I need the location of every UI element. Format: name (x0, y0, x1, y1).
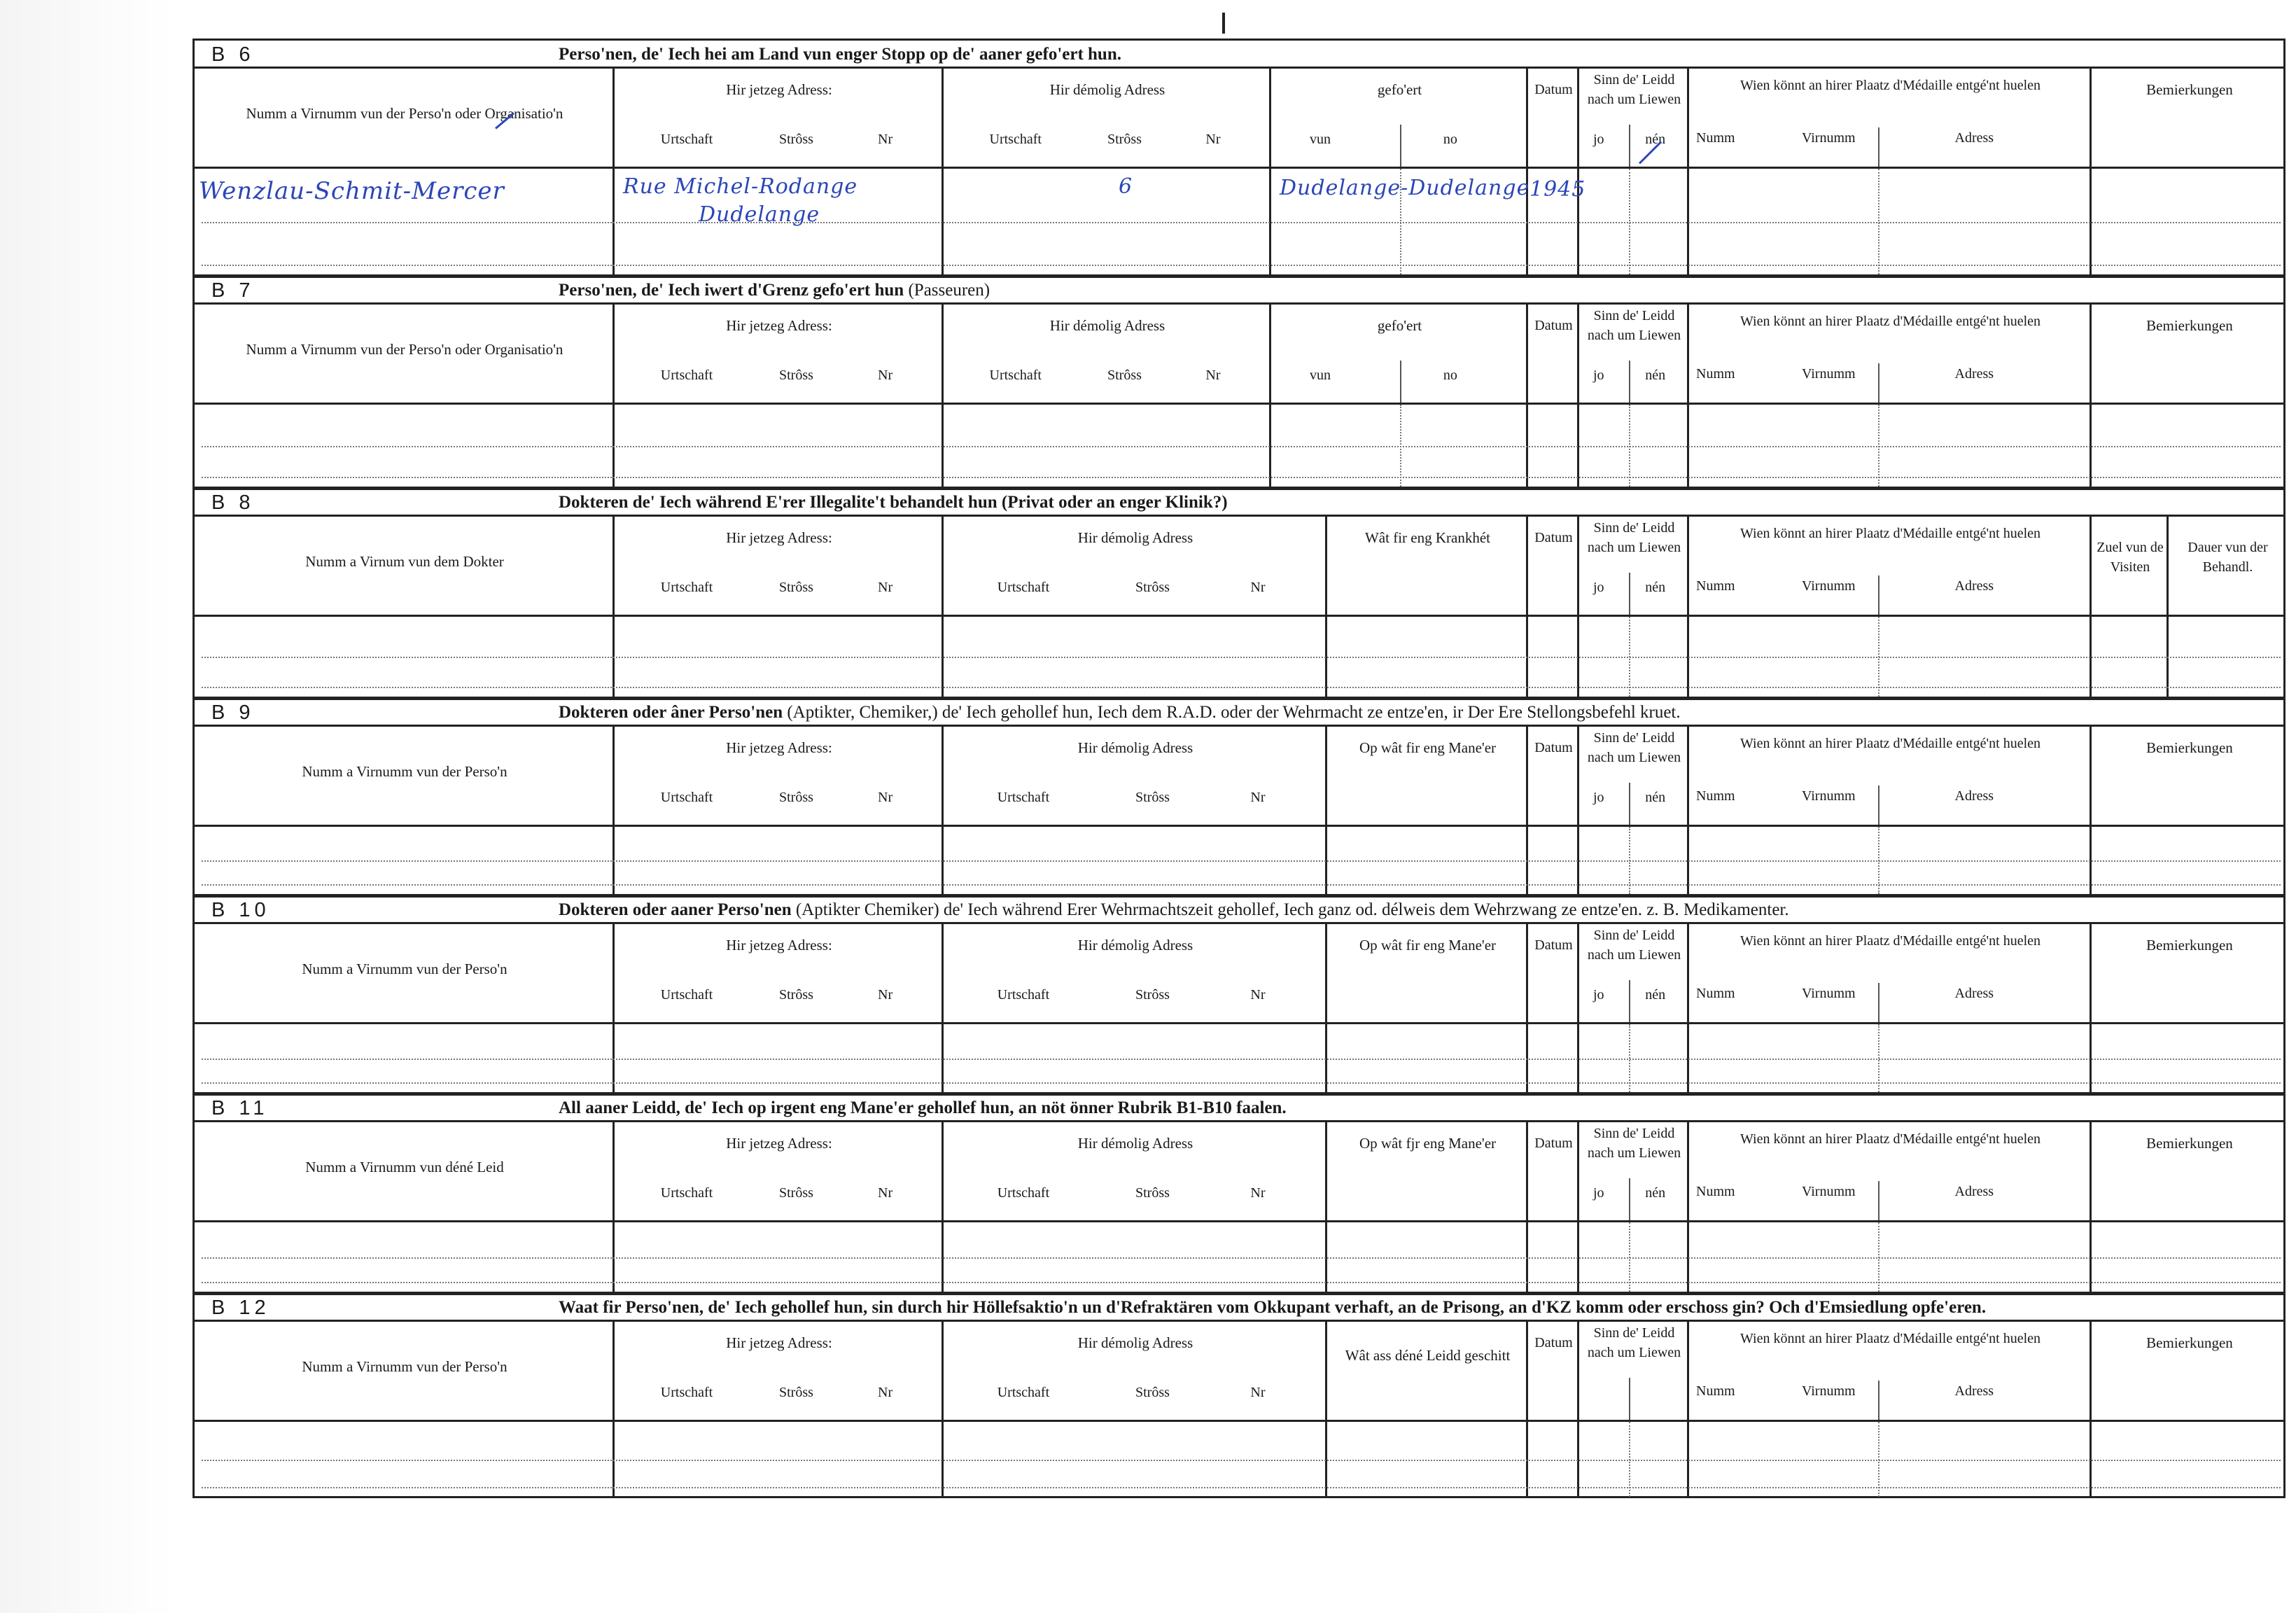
column-divider (195, 727, 615, 894)
section-title-rest: de' Iech während Erer Wehrmachtszeit gehollef, Iech ganz od. délweis dem Wehrzwang ze entze'en. z. B. Medikamenter. (943, 900, 1789, 919)
then-street-label: Strôss (1135, 1385, 1170, 1400)
entry-subdivider (1629, 1024, 1630, 1092)
method-header: Op wât fir eng Mane'er (1359, 937, 1497, 954)
name-column-header: Numm a Virnumm vun der Perso'n oder Organisatio'n (246, 105, 564, 122)
now-locality-label: Urtschaft (660, 1385, 713, 1400)
alive-subdivider (1629, 1378, 1630, 1420)
then-street-label: Strôss (1135, 790, 1170, 805)
former-address-header: Hir démolig Adress (1049, 317, 1166, 334)
section-code: B 10 (211, 899, 270, 921)
medal-subdivider (1878, 1181, 1879, 1220)
name-column-header: Numm a Virnumm vun déné Leid (305, 1159, 504, 1175)
transported-from-label: vun (1310, 132, 1331, 147)
column-divider (195, 924, 615, 1092)
entry-subdivider (1878, 1024, 1879, 1092)
now-number-label: Nr (878, 790, 893, 805)
entry-subdivider (1629, 1422, 1630, 1497)
former-address-header: Hir démolig Adress (1077, 1135, 1194, 1152)
transported-header: gefo'ert (1377, 317, 1422, 334)
transported-to-label: no (1443, 132, 1457, 147)
alive-yes-label: jo (1593, 368, 1604, 383)
handwritten-former-number: 6 (1119, 174, 1133, 199)
section-title (559, 45, 1121, 64)
current-address-header: Hir jetzeg Adress: (726, 739, 832, 756)
section-header (195, 277, 2283, 305)
alive-no-label: nén (1645, 1185, 1666, 1201)
then-street-label: Strôss (1135, 1185, 1170, 1201)
then-locality-label: Urtschaft (997, 790, 1050, 805)
current-address-header: Hir jetzeg Adress: (726, 1334, 832, 1351)
now-number-label: Nr (878, 368, 893, 383)
alive-header: Sinn de' Leidd nach um Liewen (1587, 72, 1681, 107)
section-code: B 9 (211, 701, 255, 724)
medal-address-label: Adress (1954, 1184, 1994, 1199)
now-number-label: Nr (878, 1185, 893, 1201)
entry-line (202, 222, 2281, 223)
remarks-header: Bemierkungen (2146, 739, 2233, 756)
mid-subdivider (1400, 361, 1401, 403)
entry-line (202, 884, 2281, 886)
handwritten-current-street: Rue Michel-Rodange (623, 174, 858, 199)
alive-header: Sinn de' Leidd nach um Liewen (1587, 308, 1681, 343)
entry-subdivider (1878, 169, 1879, 274)
mid-subdivider (1400, 125, 1401, 167)
now-street-label: Strôss (779, 132, 813, 147)
column-divider (944, 69, 1271, 274)
medal-address-label: Adress (1954, 986, 1994, 1001)
section-code: B 7 (211, 279, 255, 302)
duration-header: Dauer vun der Behandl. (2188, 540, 2268, 575)
now-locality-label: Urtschaft (660, 987, 713, 1003)
handwritten-route: Dudelange-Dudelange (1280, 176, 1530, 200)
section-b8 (195, 489, 2283, 699)
then-locality-label: Urtschaft (997, 987, 1050, 1003)
medal-subdivider (1878, 575, 1879, 615)
column-divider (195, 305, 615, 487)
entry-subdivider (1878, 1222, 1879, 1292)
remarks-header: Bemierkungen (2146, 81, 2233, 98)
then-street-label: Strôss (1135, 987, 1170, 1003)
then-street-label: Strôss (1135, 580, 1170, 595)
now-street-label: Strôss (779, 368, 813, 383)
column-divider (615, 69, 944, 274)
column-divider (1689, 305, 2092, 487)
alive-no-label: nén (1645, 790, 1666, 805)
date-header: Datum (1534, 318, 1573, 333)
section-code: B 11 (211, 1097, 269, 1119)
then-number-label: Nr (1250, 790, 1266, 805)
medal-header: Wien könnt an hirer Plaatz d'Médaille entgé'nt huelen (1740, 736, 2041, 751)
alive-yes-label: jo (1593, 987, 1604, 1003)
name-column-header: Numm a Virnumm vun der Perso'n (302, 1358, 507, 1375)
transported-header: gefo'ert (1377, 81, 1422, 98)
medal-name-label: Numm (1696, 366, 1735, 382)
section-title-note: (Aptikter Chemiker) (795, 900, 939, 919)
medal-subdivider (1878, 363, 1879, 403)
entry-line (202, 657, 2281, 658)
remarks-header: Bemierkungen (2146, 1334, 2233, 1351)
column-divider (195, 1122, 615, 1292)
entry-line (202, 1257, 2281, 1259)
current-address-header: Hir jetzeg Adress: (726, 937, 832, 954)
visits-header: Zuel vun de Visiten (2096, 540, 2164, 575)
alive-yes-label: jo (1593, 1185, 1604, 1201)
section-code: B 6 (211, 43, 255, 66)
now-street-label: Strôss (779, 1385, 813, 1400)
column-divider (1528, 69, 1579, 274)
medal-header: Wien könnt an hirer Plaatz d'Médaille entgé'nt huelen (1740, 1331, 2041, 1346)
section-b7 (195, 277, 2283, 489)
section-code: B 8 (211, 491, 255, 514)
medal-header: Wien könnt an hirer Plaatz d'Médaille entgé'nt huelen (1740, 78, 2041, 93)
medal-firstname-label: Virnumm (1802, 788, 1856, 804)
column-divider (1689, 69, 2092, 274)
section-b9 (195, 699, 2283, 896)
entry-subdivider (1878, 617, 1879, 697)
now-street-label: Strôss (779, 580, 813, 595)
alive-yes-label: jo (1593, 790, 1604, 805)
section-header (195, 1294, 2283, 1322)
medal-address-label: Adress (1954, 1383, 1994, 1399)
then-number-label: Nr (1205, 132, 1221, 147)
then-locality-label: Urtschaft (989, 132, 1042, 147)
then-street-label: Strôss (1107, 132, 1142, 147)
alive-header: Sinn de' Leidd nach um Liewen (1587, 520, 1681, 555)
name-column-header: Numm a Virnum vun dem Dokter (305, 553, 504, 570)
current-address-header: Hir jetzeg Adress: (726, 529, 832, 546)
medal-firstname-label: Virnumm (1802, 986, 1856, 1001)
column-divider (1689, 517, 2092, 697)
alive-subdivider (1629, 783, 1630, 825)
date-header: Datum (1534, 937, 1573, 953)
medal-subdivider (1878, 1381, 1879, 1420)
alive-subdivider (1629, 125, 1630, 167)
former-address-header: Hir démolig Adress (1049, 81, 1166, 98)
now-number-label: Nr (878, 132, 893, 147)
handwritten-date: 1945 (1530, 177, 1586, 202)
medal-name-label: Numm (1696, 130, 1735, 146)
entry-subdivider (1629, 617, 1630, 697)
alive-header: Sinn de' Leidd nach um Liewen (1587, 1126, 1681, 1161)
section-title (559, 281, 990, 300)
medal-header: Wien könnt an hirer Plaatz d'Médaille entgé'nt huelen (1740, 314, 2041, 329)
then-locality-label: Urtschaft (997, 580, 1050, 595)
entry-line (202, 477, 2281, 478)
column-divider (195, 69, 615, 274)
medal-name-label: Numm (1696, 1383, 1735, 1399)
section-header (195, 41, 2283, 69)
section-title (559, 1098, 1287, 1118)
now-street-label: Strôss (779, 987, 813, 1003)
section-header (195, 896, 2283, 924)
entry-line (202, 1059, 2281, 1060)
date-header: Datum (1534, 1136, 1573, 1151)
name-column-header: Numm a Virnumm vun der Perso'n (302, 763, 507, 780)
then-number-label: Nr (1250, 1385, 1266, 1400)
now-locality-label: Urtschaft (660, 790, 713, 805)
section-title-main: Dokteren oder âner Perso'nen (559, 703, 783, 722)
alive-header: Sinn de' Leidd nach um Liewen (1587, 730, 1681, 765)
name-column-header: Numm a Virnumm vun der Perso'n (302, 961, 507, 977)
now-street-label: Strôss (779, 1185, 813, 1201)
entry-subdivider (1878, 827, 1879, 894)
now-number-label: Nr (878, 580, 893, 595)
method-header: Wât ass déné Leidd geschitt (1345, 1347, 1511, 1364)
medal-firstname-label: Virnumm (1802, 578, 1856, 594)
section-title-main: Perso'nen, de' Iech iwert d'Grenz gefo'ert hun (559, 281, 904, 300)
medal-name-label: Numm (1696, 578, 1735, 594)
scan-shadow (0, 0, 175, 1613)
entry-subdivider (1400, 405, 1401, 487)
entry-subdivider (1629, 405, 1630, 487)
alive-header: Sinn de' Leidd nach um Liewen (1587, 1325, 1681, 1360)
medal-subdivider (1878, 983, 1879, 1022)
current-address-header: Hir jetzeg Adress: (726, 1135, 832, 1152)
medal-firstname-label: Virnumm (1802, 366, 1856, 382)
entry-subdivider (1629, 827, 1630, 894)
medal-firstname-label: Virnumm (1802, 130, 1856, 146)
entry-line (202, 446, 2281, 447)
medal-address-label: Adress (1954, 130, 1994, 146)
date-header: Datum (1534, 740, 1573, 755)
medal-header: Wien könnt an hirer Plaatz d'Médaille entgé'nt huelen (1740, 526, 2041, 541)
then-locality-label: Urtschaft (989, 368, 1042, 383)
then-number-label: Nr (1250, 580, 1266, 595)
method-header: Op wât fjr eng Mane'er (1359, 1135, 1497, 1152)
entry-line (202, 1082, 2281, 1084)
medal-subdivider (1878, 785, 1879, 825)
section-title-main: All aaner Leidd, de' Iech op irgent eng Mane'er gehollef hun, an nöt önner Rubrik B1-B10 faalen. (559, 1098, 1287, 1117)
section-b10 (195, 896, 2283, 1094)
entry-subdivider (1629, 1222, 1630, 1292)
remarks-header: Bemierkungen (2146, 937, 2233, 954)
section-header (195, 699, 2283, 727)
former-address-header: Hir démolig Adress (1077, 1334, 1194, 1351)
fold-mark (1222, 13, 1225, 34)
section-b11 (195, 1094, 2283, 1294)
section-title-note: (Aptikter, Chemiker,) (787, 703, 938, 722)
then-number-label: Nr (1205, 368, 1221, 383)
then-number-label: Nr (1250, 987, 1266, 1003)
former-address-header: Hir démolig Adress (1077, 529, 1194, 546)
medal-name-label: Numm (1696, 788, 1735, 804)
section-title-main: Dokteren de' Iech während E'rer Illegalite't behandelt hun (Privat oder an enger Klinik?) (559, 493, 1228, 512)
section-title (559, 493, 1228, 512)
entry-line (202, 1282, 2281, 1283)
medal-subdivider (1878, 127, 1879, 167)
section-title (559, 1298, 1986, 1318)
form-page (192, 39, 2286, 1498)
then-locality-label: Urtschaft (997, 1185, 1050, 1201)
former-address-header: Hir démolig Adress (1077, 937, 1194, 954)
medal-address-label: Adress (1954, 788, 1994, 804)
alive-subdivider (1629, 573, 1630, 615)
column-divider (195, 1322, 615, 1497)
date-header: Datum (1534, 1335, 1573, 1350)
then-locality-label: Urtschaft (997, 1385, 1050, 1400)
section-header (195, 489, 2283, 517)
entry-subdivider (1629, 169, 1630, 274)
section-title (559, 703, 1681, 722)
transported-from-label: vun (1310, 368, 1331, 383)
alive-no-label: nén (1645, 580, 1666, 595)
alive-no-label: nén (1645, 368, 1666, 383)
now-locality-label: Urtschaft (660, 132, 713, 147)
handwritten-current-locality: Dudelange (699, 202, 820, 227)
now-number-label: Nr (878, 1385, 893, 1400)
entry-line (202, 1460, 2281, 1461)
entry-line (202, 860, 2281, 862)
now-locality-label: Urtschaft (660, 368, 713, 383)
then-street-label: Strôss (1107, 368, 1142, 383)
current-address-header: Hir jetzeg Adress: (726, 317, 832, 334)
alive-no-label: nén (1645, 132, 1666, 147)
section-title-rest: de' Iech gehollef hun, Iech dem R.A.D. oder der Wehrmacht ze entze'en, ir Der Ere Stellongsbefehl kruet. (941, 703, 1681, 722)
entry-line (202, 687, 2281, 688)
date-header: Datum (1534, 82, 1573, 97)
now-number-label: Nr (878, 987, 893, 1003)
then-number-label: Nr (1250, 1185, 1266, 1201)
alive-subdivider (1629, 361, 1630, 403)
former-address-header: Hir démolig Adress (1077, 739, 1194, 756)
remarks-header: Bemierkungen (2146, 317, 2233, 334)
medal-header: Wien könnt an hirer Plaatz d'Médaille entgé'nt huelen (1740, 1131, 2041, 1147)
medal-firstname-label: Virnumm (1802, 1184, 1856, 1199)
method-header: Op wât fir eng Mane'er (1359, 739, 1497, 756)
now-locality-label: Urtschaft (660, 580, 713, 595)
section-code: B 12 (211, 1297, 270, 1319)
medal-header: Wien könnt an hirer Plaatz d'Médaille entgé'nt huelen (1740, 933, 2041, 949)
alive-yes-label: jo (1593, 580, 1604, 595)
section-b12 (195, 1294, 2283, 1497)
handwritten-name: Wenzlau-Schmit-Mercer (199, 177, 505, 205)
transported-to-label: no (1443, 368, 1457, 383)
alive-subdivider (1629, 980, 1630, 1022)
section-title (559, 900, 1789, 920)
method-header: Wât fir eng Krankhét (1364, 529, 1490, 546)
entry-subdivider (1878, 405, 1879, 487)
column-divider (195, 517, 615, 697)
remarks-header: Bemierkungen (2146, 1135, 2233, 1152)
medal-name-label: Numm (1696, 986, 1735, 1001)
section-header (195, 1094, 2283, 1122)
date-header: Datum (1534, 530, 1573, 545)
entry-line (202, 265, 2281, 266)
medal-firstname-label: Virnumm (1802, 1383, 1856, 1399)
alive-subdivider (1629, 1178, 1630, 1220)
section-title-main: Dokteren oder aaner Perso'nen (559, 900, 792, 919)
now-street-label: Strôss (779, 790, 813, 805)
section-title-main: Waat fir Perso'nen, de' Iech gehollef hun, sin durch hir Höllefsaktio'n un d'Refraktären vom Okkupant verhaft, an de Prisong, an d'KZ komm oder erschoss gin? Och d'Emsiedlung opfe'eren. (559, 1298, 1987, 1317)
entry-line (202, 1487, 2281, 1488)
section-title-main: Perso'nen, de' Iech hei am Land vun enger Stopp op de' aaner gefo'ert hun. (559, 45, 1121, 64)
medal-name-label: Numm (1696, 1184, 1735, 1199)
section-title-note: (Passeuren) (908, 281, 990, 300)
alive-yes-label: jo (1593, 132, 1604, 147)
section-b6 (195, 41, 2283, 277)
medal-address-label: Adress (1954, 578, 1994, 594)
name-column-header: Numm a Virnumm vun der Perso'n oder Organisatio'n (246, 341, 564, 358)
alive-no-label: nén (1645, 987, 1666, 1003)
now-locality-label: Urtschaft (660, 1185, 713, 1201)
current-address-header: Hir jetzeg Adress: (726, 81, 832, 98)
entry-subdivider (1878, 1422, 1879, 1497)
alive-header: Sinn de' Leidd nach um Liewen (1587, 928, 1681, 963)
medal-address-label: Adress (1954, 366, 1994, 382)
